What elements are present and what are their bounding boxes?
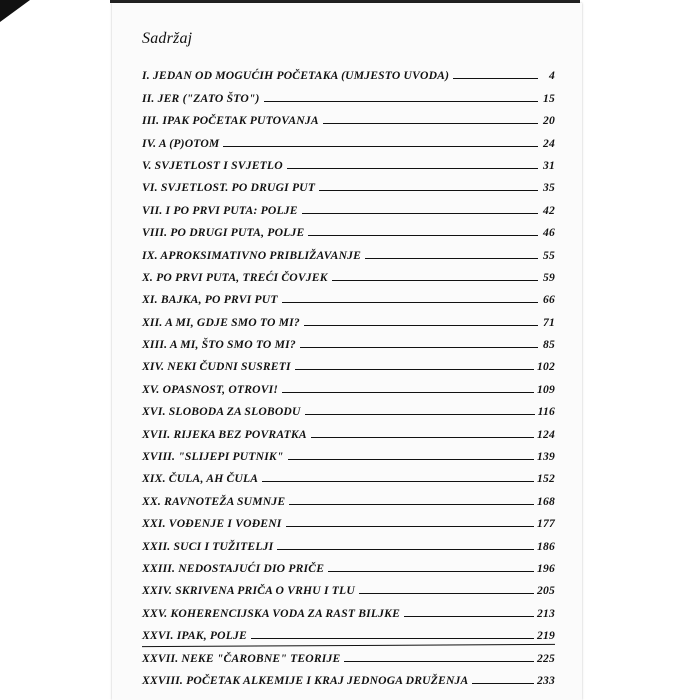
toc-leader-line: [323, 123, 538, 124]
toc-entry-title: XVII. RIJEKA BEZ POVRATKA: [142, 427, 307, 441]
toc-entry-title: XIII. A MI, ŠTO SMO TO MI?: [142, 338, 296, 352]
toc-leader-line: [302, 213, 538, 214]
toc-leader-line: [453, 78, 538, 79]
toc-leader-line: [282, 302, 538, 303]
toc-leader-line: [365, 258, 538, 259]
corner-shadow: [0, 0, 30, 22]
toc-entry: [142, 262, 555, 284]
toc-entry-title: XX. RAVNOTEŽA SUMNJE: [142, 494, 286, 508]
toc-entry-title: XXIII. NEDOSTAJUĆI DIO PRIČE: [142, 561, 325, 575]
toc-entry-page-number: 225: [537, 651, 555, 665]
toc-entry: [142, 665, 555, 687]
toc-entry: [142, 150, 555, 172]
toc-entry: [142, 553, 555, 575]
toc-leader-line: [328, 571, 534, 572]
toc-entry-page-number: 219: [537, 629, 555, 643]
toc-entry: [142, 82, 555, 104]
toc-entry: [142, 217, 555, 239]
toc-entry: [142, 127, 555, 149]
toc-entry-title: XXI. VOĐENJE I VOĐENI: [142, 517, 282, 531]
toc-entry-title: V. SVJETLOST I SVJETLO: [142, 158, 283, 172]
toc-entry: [142, 351, 555, 373]
toc-entry: [142, 105, 555, 127]
toc-entry-title: XXVIII. POČETAK ALKEMIJE I KRAJ JEDNOGA DRUŽENJA: [142, 673, 469, 687]
toc-entry-title: XXVI. IPAK, POLJE: [142, 629, 247, 643]
toc-entry: [142, 172, 555, 194]
toc-leader-line: [264, 101, 538, 102]
toc-entry-title: X. PO PRVI PUTA, TREĆI ČOVJEK: [142, 270, 328, 284]
toc-entry-title: XXVII. NEKE "ČAROBNE" TEORIJE: [142, 651, 341, 665]
toc-leader-line: [359, 593, 534, 594]
toc-leader-line: [300, 347, 538, 348]
toc-entry-title: VIII. PO DRUGI PUTA, POLJE: [142, 226, 305, 240]
toc-entry-page-number: 177: [537, 517, 555, 531]
toc-entry-page-number: 205: [537, 584, 555, 598]
toc-leader-line: [262, 481, 534, 482]
toc-entry-title: XII. A MI, GDJE SMO TO MI?: [142, 315, 300, 329]
toc-entry: [142, 329, 555, 351]
toc-entry-page-number: 102: [537, 360, 555, 374]
toc-leader-line: [319, 190, 538, 191]
toc-leader-line: [404, 616, 534, 617]
toc-leader-line: [277, 549, 534, 550]
toc-leader-line: [344, 661, 534, 662]
toc-entry-page-number: 42: [543, 203, 555, 217]
toc-entry-page-number: 71: [543, 315, 555, 329]
toc-leader-line: [289, 504, 534, 505]
toc-entry-page-number: 20: [543, 114, 555, 128]
toc-entry-title: XI. BAJKA, PO PRVI PUT: [142, 293, 278, 307]
toc-entry: [142, 284, 555, 306]
toc-entry-page-number: 186: [537, 539, 555, 553]
toc-entry: [142, 306, 555, 328]
toc-entry-page-number: 213: [537, 606, 555, 620]
toc-entry-page-number: 15: [543, 91, 555, 105]
toc-leader-line: [282, 392, 534, 393]
toc-entry: [142, 60, 555, 82]
toc-leader-line: [332, 280, 538, 281]
toc-entry-title: XVI. SLOBODA ZA SLOBODU: [142, 405, 301, 419]
toc-entry: [142, 194, 555, 216]
toc-entry-title: III. IPAK POČETAK PUTOVANJA: [142, 114, 319, 128]
toc-entry-title: XIX. ČULA, AH ČULA: [142, 472, 259, 486]
toc-entry: [142, 418, 555, 440]
toc-entry-page-number: 31: [543, 158, 555, 172]
toc-leader-line: [472, 683, 534, 684]
toc-entry-page-number: 85: [543, 338, 555, 352]
toc-leader-line: [295, 369, 534, 370]
book-page: [112, 3, 582, 700]
toc-entry-title: XVIII. "SLIJEPI PUTNIK": [142, 450, 284, 464]
toc-leader-line: [304, 325, 538, 326]
toc-entry-title: IX. APROKSIMATIVNO PRIBLIŽAVANJE: [142, 248, 362, 262]
toc-entry-title: XXII. SUCI I TUŽITELJI: [142, 539, 274, 553]
toc-entry-page-number: 55: [543, 248, 555, 262]
toc-entry-page-number: 139: [537, 450, 555, 464]
toc-entry-title: VII. I PO PRVI PUTA: POLJE: [142, 203, 298, 217]
toc-leader-line: [251, 638, 534, 639]
toc-entry-page-number: 35: [543, 181, 555, 195]
toc-entry: [142, 597, 555, 619]
toc-entry-page-number: 4: [549, 69, 555, 83]
toc-entry: [142, 396, 555, 418]
toc-entry: [142, 508, 555, 530]
toc-leader-line: [223, 146, 538, 147]
toc-entry: [142, 575, 555, 597]
toc-leader-line: [308, 235, 538, 236]
toc-entry-title: I. JEDAN OD MOGUĆIH POČETAKA (UMJESTO UVODA): [142, 69, 450, 83]
toc-entry-title: XIV. NEKI ČUDNI SUSRETI: [142, 360, 291, 374]
toc-entry-page-number: 116: [537, 405, 555, 419]
toc-leader-line: [311, 437, 534, 438]
toc-entry-page-number: 24: [543, 136, 555, 150]
toc-entry-page-number: 109: [537, 382, 555, 396]
toc-entry: [142, 239, 555, 261]
toc-leader-line: [288, 459, 535, 460]
toc-entry-page-number: 59: [543, 270, 555, 284]
toc-entry-page-number: 66: [543, 293, 555, 307]
toc-entry: [142, 485, 555, 507]
toc-entry-page-number: 233: [537, 673, 555, 687]
toc-entry-page-number: 152: [537, 472, 555, 486]
toc-entry: [142, 463, 555, 485]
toc-entry-page-number: 168: [537, 494, 555, 508]
toc-entry-page-number: 124: [537, 427, 555, 441]
toc-entry: [142, 441, 555, 463]
toc-entry: [142, 530, 555, 552]
toc-leader-line: [286, 526, 535, 527]
toc-leader-line: [305, 414, 535, 415]
toc-entry-title: IV. A (P)OTOM: [142, 136, 220, 150]
toc-entry-title: XV. OPASNOST, OTROVI!: [142, 382, 279, 396]
toc-entry-title: VI. SVJETLOST. PO DRUGI PUT: [142, 181, 316, 195]
toc-entry-page-number: 46: [543, 226, 555, 240]
table-of-contents: [142, 60, 555, 687]
toc-entry: [142, 373, 555, 395]
toc-entry: [142, 620, 555, 642]
page-title: Sadržaj: [142, 30, 193, 47]
toc-entry-title: II. JER ("ZATO ŠTO"): [142, 91, 260, 105]
toc-entry-page-number: 196: [537, 561, 555, 575]
toc-leader-line: [287, 168, 538, 169]
toc-entry-title: XXIV. SKRIVENA PRIČA O VRHU I TLU: [142, 584, 355, 598]
toc-entry-title: XXV. KOHERENCIJSKA VODA ZA RAST BILJKE: [142, 606, 401, 620]
